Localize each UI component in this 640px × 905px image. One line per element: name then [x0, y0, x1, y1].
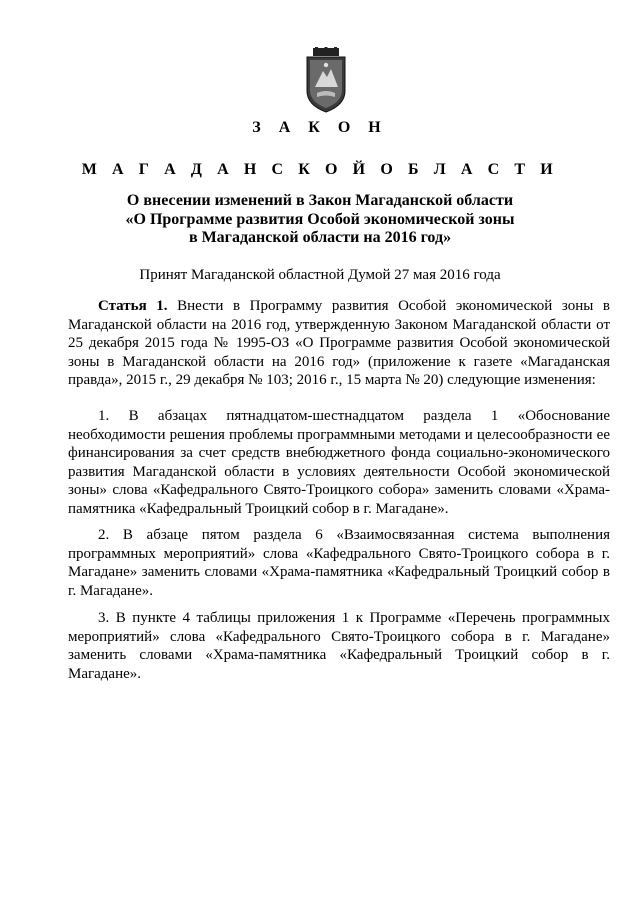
law-title-line: в Магаданской области на 2016 год» [188, 229, 452, 246]
region-heading: М А Г А Д А Н С К О Й О Б Л А С Т И [81, 161, 559, 178]
article-text: Внести в Программу развития Особой экономической зоны в Магаданской области на 2016 год, утвержденную Законом Магаданской области от 25 декабря 2015 года № 1995-ОЗ «О Программе развития Особой экономической зоны в Магаданской области на 2016 год» (приложение к газете «Магаданская правда», 2015 г., 29 декабря № 103; 2016 г., 15 марта № 20) следующие изменения: [68, 298, 611, 389]
law-title-line: «О Программе развития Особой экономической зоны [125, 210, 515, 228]
amendment-item: 3. В пункте 4 таблицы приложения 1 к Программе «Перечень программных мероприятий» слова «Кафедрального Свято-Троицкого собора в г. Магадане» заменить словами «Храма-памятника «Кафедральный Троицкий собор в г. Магадане». [68, 610, 610, 682]
amendment-item: 2. В абзаце пятом раздела 6 «Взаимосвязанная система выполнения программных мероприятий» слова «Кафедрального Свято-Троицкого собора в г. Магадане» заменить словами «Храма-памятника «Кафедральный Троицкий собор в г. Магадане». [68, 527, 610, 599]
coat-of-arms-icon [301, 47, 351, 113]
law-title-line: О внесении изменений в Закон Магаданской области [126, 192, 514, 209]
adoption-line: Принят Магаданской областной Думой 27 мая 2016 года [139, 267, 501, 283]
article-label: Статья 1. [98, 298, 168, 314]
amendment-item: 1. В абзацах пятнадцатом-шестнадцатом раздела 1 «Обоснование необходимости решения проблемы программными методами и целесообразности ее финансирования за счет средств внебюджетного фонда социально-экономического развития Магаданской области в условиях деятельности Особой экономической зоны» слова «Кафедрального Свято-Троицкого собора» заменить словами «Храма-памятника «Кафедральный Троицкий собор в г. Магадане». [68, 408, 610, 517]
document-type-heading: З А К О Н [252, 119, 388, 136]
law-title [0, 192, 640, 248]
article-1-paragraph [68, 297, 610, 390]
